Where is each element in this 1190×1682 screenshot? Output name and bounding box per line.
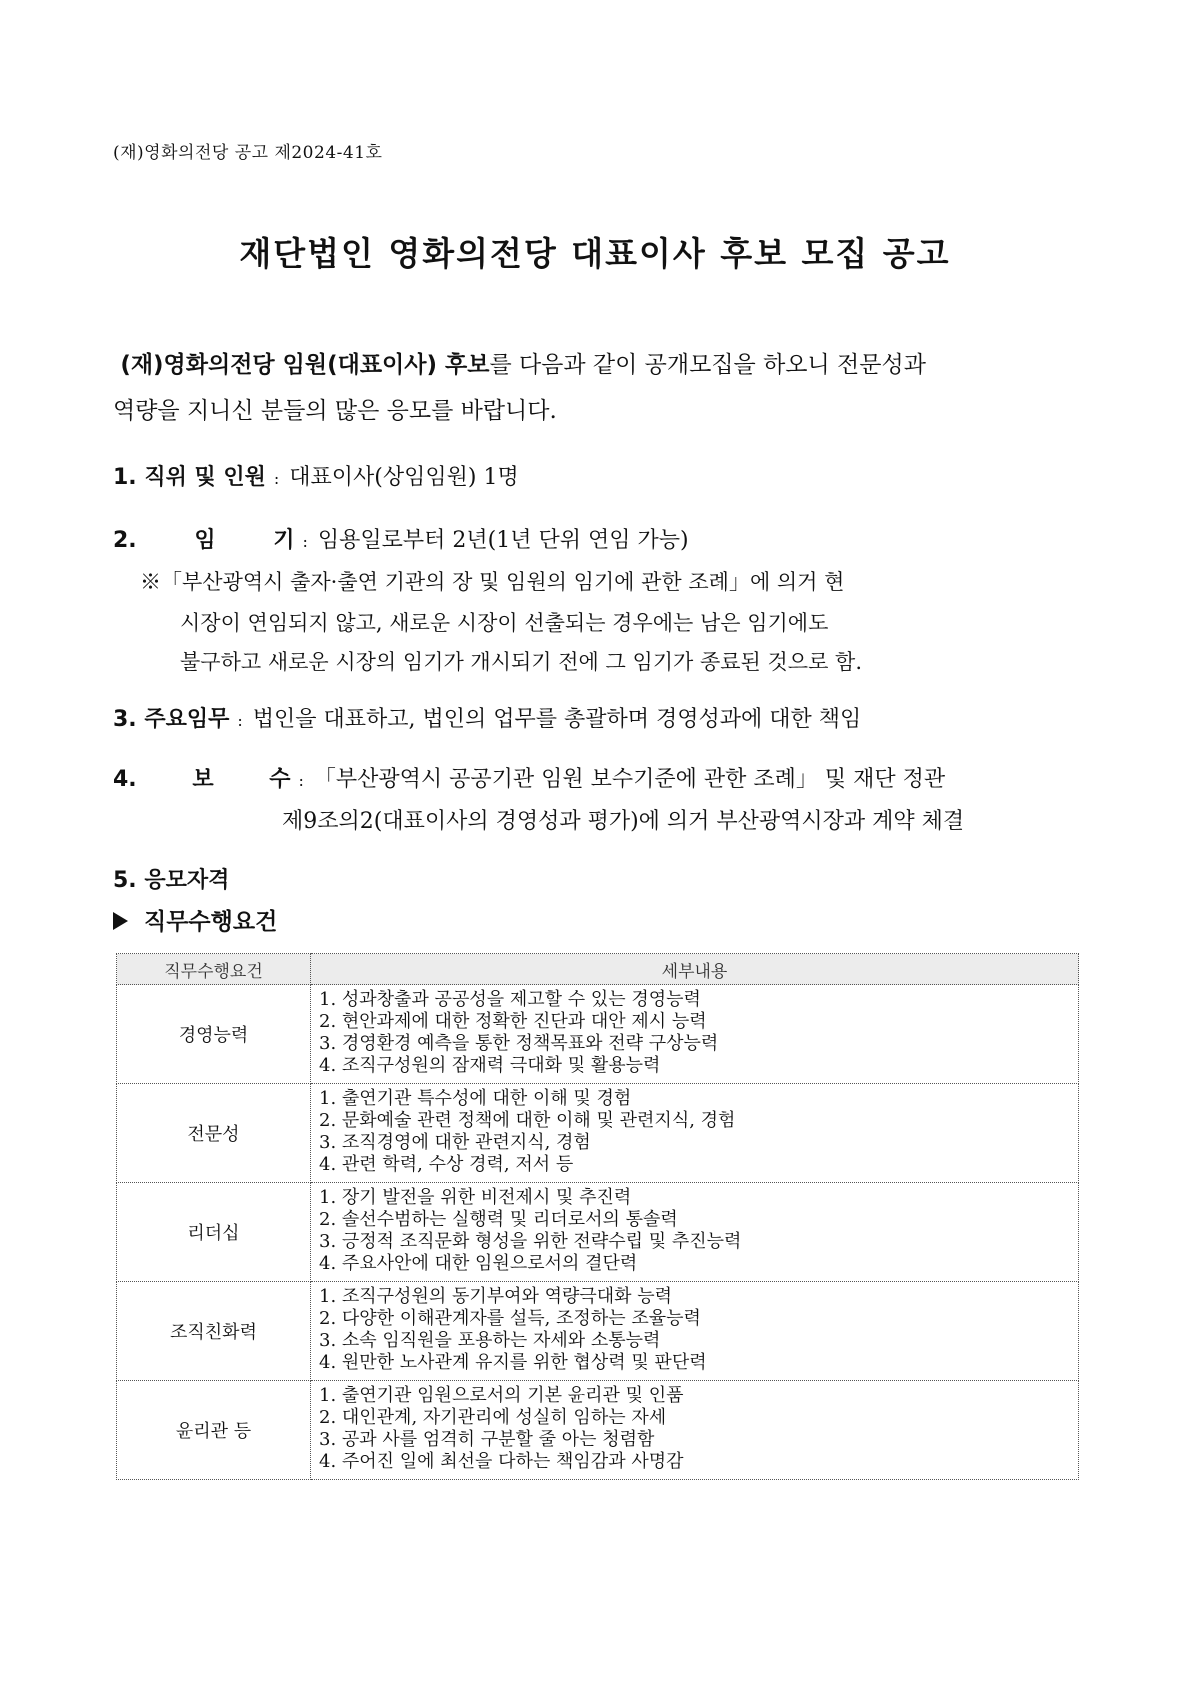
detail-line: 3. 긍정적 조직문화 형성을 위한 전략수립 및 추진능력 [319, 1231, 742, 1252]
item-qualifications [113, 865, 229, 897]
table-header-cell: 직무수행요건 [117, 954, 311, 985]
detail-line: 3. 공과 사를 엄격히 구분할 줄 아는 청렴함 [319, 1429, 655, 1450]
intro-bold-org: (재)영화의전당 임원(대표이사) 후보 [120, 352, 490, 378]
intro-text-1: 를 다음과 같이 공개모집을 하오니 전문성과 [489, 352, 926, 378]
requirement-category: 조직친화력 [117, 1282, 311, 1381]
requirement-details [311, 1084, 1079, 1183]
detail-line: 3. 경영환경 예측을 통한 정책목표와 전략 구상능력 [319, 1033, 719, 1054]
item-duties [113, 704, 861, 737]
detail-line: 2. 대인관계, 자기관리에 성실히 임하는 자세 [319, 1407, 667, 1428]
detail-line: 3. 조직경영에 대한 관련지식, 경험 [319, 1132, 591, 1153]
item-value: 대표이사(상임임원) 1명 [289, 465, 519, 490]
detail-line: 4. 조직구성원의 잠재력 극대화 및 활용능력 [319, 1055, 661, 1076]
table-header-cell: 세부내용 [311, 954, 1079, 985]
requirement-details [311, 1282, 1079, 1381]
item-separator: : [237, 711, 243, 730]
detail-line: 2. 문화예술 관련 정책에 대한 이해 및 관련지식, 경험 [319, 1110, 736, 1131]
item-head: 5. 응모자격 [113, 868, 230, 893]
table-row [117, 1084, 1079, 1183]
detail-line: 2. 다양한 이해관계자를 설득, 조정하는 조율능력 [319, 1308, 701, 1329]
item-term [113, 525, 689, 558]
requirement-category: 경영능력 [117, 985, 311, 1084]
detail-line: 2. 솔선수범하는 실행력 및 리더로서의 통솔력 [319, 1209, 678, 1230]
detail-line: 4. 주어진 일에 최선을 다하는 책임감과 사명감 [319, 1451, 684, 1472]
requirements-table [116, 953, 1079, 1480]
detail-line: 1. 조직구성원의 동기부여와 역량극대화 능력 [319, 1286, 673, 1307]
table-header-row [117, 954, 1079, 985]
table-row [117, 1282, 1079, 1381]
term-note-line-3: 불구하고 새로운 시장의 임기가 개시되기 전에 그 임기가 종료된 것으로 함. [180, 650, 863, 674]
subsection-heading [113, 903, 277, 936]
intro-paragraph [113, 342, 1085, 434]
requirement-category: 윤리관 등 [117, 1381, 311, 1480]
detail-line: 3. 소속 임직원을 포용하는 자세와 소통능력 [319, 1330, 661, 1351]
item-value: 임용일로부터 2년(1년 단위 연임 가능) [317, 528, 689, 553]
detail-line: 4. 주요사안에 대한 임원으로서의 결단력 [319, 1253, 638, 1274]
notice-number: (재)영화의전당 공고 제2024-41호 [113, 143, 383, 163]
detail-line: 2. 현안과제에 대한 정확한 진단과 대안 제시 능력 [319, 1011, 707, 1032]
intro-text-2: 역량을 지니신 분들의 많은 응모를 바랍니다. [113, 398, 557, 424]
subsection-title: 직무수행요건 [144, 909, 278, 935]
requirement-category: 리더십 [117, 1183, 311, 1282]
item-value: 법인을 대표하고, 법인의 업무를 총괄하며 경영성과에 대한 책임 [252, 707, 862, 732]
term-note-line-2: 시장이 연임되지 않고, 새로운 시장이 선출되는 경우에는 남은 임기에도 [180, 611, 829, 635]
detail-line: 1. 성과창출과 공공성을 제고할 수 있는 경영능력 [319, 989, 701, 1010]
detail-line: 4. 원만한 노사관계 유지를 위한 협상력 및 판단력 [319, 1352, 707, 1373]
requirement-details [311, 985, 1079, 1084]
detail-line: 4. 관련 학력, 수상 경력, 저서 등 [319, 1154, 574, 1175]
item-separator: : [298, 771, 304, 790]
item-head: 4. 보 수 [113, 767, 291, 792]
table-row [117, 1381, 1079, 1480]
table-row [117, 1183, 1079, 1282]
item-position [113, 462, 519, 495]
detail-line: 1. 장기 발전을 위한 비전제시 및 추진력 [319, 1187, 632, 1208]
item-value: 「부산광역시 공공기관 임원 보수기준에 관한 조례」 및 재단 정관 [313, 767, 946, 792]
item-head: 1. 직위 및 인원 [113, 465, 266, 490]
detail-line: 1. 출연기관 특수성에 대한 이해 및 경험 [319, 1088, 632, 1109]
requirement-category: 전문성 [117, 1084, 311, 1183]
item-separator: : [273, 469, 280, 488]
item-head: 3. 주요임무 [113, 707, 230, 732]
item-separator: : [302, 532, 308, 551]
table-row [117, 985, 1079, 1084]
detail-line: 1. 출연기관 임원으로서의 기본 윤리관 및 인품 [319, 1385, 684, 1406]
item-head: 2. 임 기 [113, 528, 295, 553]
item-compensation [113, 764, 945, 797]
requirement-details [311, 1381, 1079, 1480]
item-value-continued: 제9조의2(대표이사의 경영성과 평가)에 의거 부산광역시장과 계약 체결 [282, 809, 965, 834]
term-note-line-1: ※「부산광역시 출자·출연 기관의 장 및 임원의 임기에 관한 조례」에 의거 현 [140, 570, 845, 594]
requirement-details [311, 1183, 1079, 1282]
triangle-bullet-icon [113, 912, 128, 930]
page-title: 재단법인 영화의전당 대표이사 후보 모집 공고 [239, 234, 951, 273]
